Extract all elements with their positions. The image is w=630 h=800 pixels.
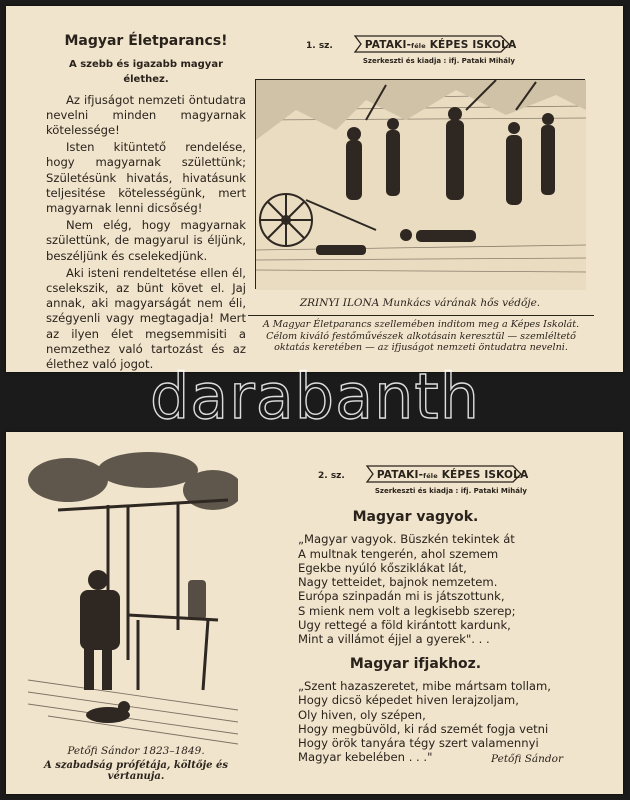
series-number: 1. sz. [306,41,333,51]
paragraph: Nem elég, hogy magyarnak születtünk, de magyarul is éljünk, beszéljünk és cselekedjünk. [46,218,246,263]
portrait-subcaption: A szabadság prófétája, költője és vértanuja. [44,760,228,782]
poem-line: S mienk nem volt a legkisebb szerep; [298,603,516,618]
school-infix: féle [423,472,438,480]
poem-line: Magyar kebelében . . ." [298,750,433,765]
poem-line: Hogy megbüvöld, ki rád szemét fogja vetni [298,721,549,736]
engraving-caption: ZRINYI ILONA Munkács várának hős védője. [299,297,541,309]
poem-line: Oly hiven, oly szépen, [298,707,426,722]
school-name: KÉPES ISKOLA [441,469,529,481]
poem-line: A multnak tengerén, ahol szemem [298,546,499,561]
watermark: darabanth [149,360,481,433]
school-infix: féle [411,42,426,50]
portrait-caption: Petőfi Sándor 1823–1849. [67,745,205,757]
petofi-engraving [28,450,238,750]
poem-line: Mint a villámot éjjel a gyerek". . . [298,632,490,647]
divider [248,315,594,316]
postcard-front-2 [6,432,623,794]
paragraph: Aki isteni rendeltetése ellen él, cselekszik, az bünt követ el. Jaj annak, aki magyarságát nem éli, szégyenli vagy megtagadja! Mert az ilyen élet megsemmisiti a nemzethez való tartozást és az élethez való jogot. [46,265,246,372]
school-banner [363,464,551,495]
paragraph: Az ifjuságot nemzeti öntudatra nevelni minden magyarnak kötelessége! [46,92,246,138]
school-banner [351,34,539,65]
poem-line: Egekbe nyúló kősziklákat lát, [298,560,467,575]
poem-line: Európa szinpadán mi is játszottunk, [298,589,505,604]
series-number: 2. sz. [318,471,345,481]
poet-signature: Petőfi Sándor [491,752,563,765]
card1-title: Magyar Életparancs! [64,33,228,49]
poem-line: „Magyar vagyok. Büszkén tekintek át [298,532,515,547]
life-commandment-text [46,34,246,372]
poem-line: Hogy dicsö képedet hiven lerajzoljam, [298,693,519,708]
series-header [318,464,550,495]
poem-line: „Szent hazaszeretet, mibe mártsam tollam, [298,678,551,693]
poem-line: Ugy rettegé a föld kirántott kardunk, [298,618,511,633]
publisher-line: Szerkeszti és kiadja : ifj. Pataki Mihály [362,57,515,65]
card1-subtitle: A szebb és igazabb magyar élethez. [68,59,223,86]
poem-title: Magyar vagyok. [352,509,479,525]
series-header [306,34,538,65]
school-mission-note: A Magyar Életparancs szellemében inditom meg a Képes Iskolát. Célom kiváló festőművészek alkotásain keresztül — szemléltető oktatás keretében — az ifjuságot nemzeti öntudatra nevelni. [262,319,580,353]
school-prefix: PATAKI- [364,39,412,51]
school-prefix: PATAKI- [376,469,424,481]
postcard-front-1 [6,6,623,372]
school-name: KÉPES ISKOLA [429,39,517,51]
poem-title: Magyar ifjakhoz. [349,655,482,672]
poems [298,509,563,766]
publisher-line: Szerkeszti és kiadja : ifj. Pataki Mihály [374,487,527,495]
battle-engraving [255,79,585,289]
poem-line: Hogy örök tanyára tégy szert valamennyi [298,736,539,751]
poem-line: Nagy tetteidet, bajnok nemzetem. [298,575,498,590]
paragraph: Isten kitüntető rendelése, hogy magyarnak születtünk; Születésünk hivatás, hivatásunk teljesitése kötelességünk, mert magyarnak lenni dicsőség! [46,140,246,216]
